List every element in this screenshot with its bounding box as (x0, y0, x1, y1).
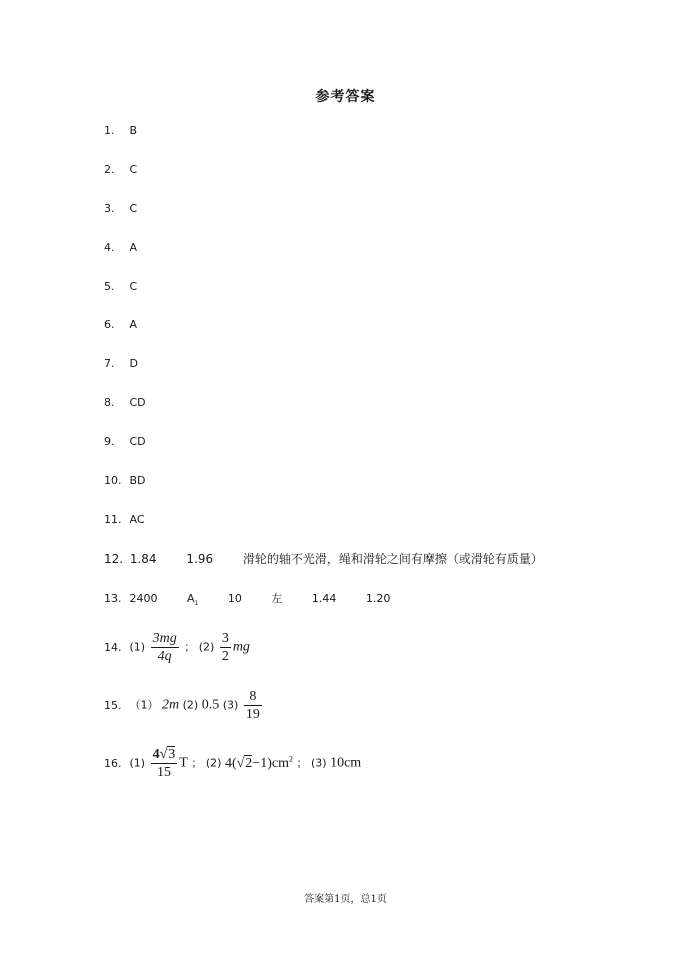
coefficient: 4 (152, 747, 160, 762)
fraction-numerator: 3mg (152, 631, 177, 646)
page-title: 参考答案 (315, 89, 376, 105)
answer-12 (104, 550, 543, 567)
answer-value: 2400 (129, 592, 158, 605)
part-label: (3) (310, 756, 327, 770)
answer-number: 3. (104, 202, 115, 215)
answer-number: 12. (104, 552, 124, 566)
unit: T (179, 755, 188, 771)
answer-value: CD (129, 396, 146, 409)
answer-8 (104, 396, 146, 409)
answer-10 (104, 474, 146, 487)
fraction-denominator: 19 (245, 707, 260, 722)
answer-value: AC (129, 513, 145, 526)
radicand: 2 (245, 755, 253, 771)
answer-tail: mg (232, 639, 250, 655)
answer-number: 7. (104, 357, 115, 370)
answer-number: 10. (104, 474, 122, 487)
answer-value: 1.96 (186, 552, 214, 566)
answer-value: B (129, 124, 138, 137)
part-label: （1） (129, 698, 159, 712)
answer-number: 16. (104, 756, 122, 770)
answer-value: 10cm (330, 755, 362, 771)
answer-value: A (187, 592, 195, 605)
fraction-denominator: 4q (157, 649, 172, 664)
answer-number: 5. (104, 280, 115, 293)
answer-value: C (129, 163, 138, 176)
answer-reason: 滑轮的轴不光滑，绳和滑轮之间有摩擦（或滑轮有质量） (242, 552, 543, 566)
answer-number: 2. (104, 163, 115, 176)
answer-value: C (129, 202, 138, 215)
answer-4 (104, 241, 137, 254)
fraction (220, 630, 231, 665)
part-label: (2) (205, 756, 222, 770)
answer-15 (104, 688, 264, 723)
answer-value: 1.84 (129, 552, 157, 566)
answer-value: 10 (227, 592, 242, 605)
radicand: 3 (168, 747, 176, 762)
answer-value: A (129, 318, 138, 331)
answer-number: 13. (104, 592, 122, 605)
answer-value: 2m (162, 697, 180, 713)
expr-post: −1)cm (252, 755, 289, 771)
answer-5 (104, 280, 137, 293)
answer-11 (104, 513, 145, 526)
answer-9 (104, 435, 146, 448)
answer-value: 1.44 (311, 592, 337, 605)
answer-value: A (129, 241, 138, 254)
answer-subscript: 1 (194, 600, 199, 608)
answer-value: C (129, 280, 138, 293)
fraction-numerator: 8 (244, 688, 262, 706)
fraction (151, 746, 178, 781)
answer-number: 6. (104, 318, 115, 331)
answer-value: CD (129, 435, 146, 448)
part-label: (2) (198, 640, 215, 654)
answer-6 (104, 318, 137, 331)
answer-number: 1. (104, 124, 115, 137)
separator: ； (191, 756, 203, 770)
answer-number: 11. (104, 513, 122, 526)
part-label: (1) (129, 640, 146, 654)
expr-pre: 4( (224, 755, 237, 771)
exponent: 2 (288, 753, 293, 763)
answer-value: BD (129, 474, 146, 487)
fraction-denominator: 2 (221, 649, 229, 664)
fraction-numerator: 3 (221, 631, 229, 646)
fraction-numerator: 4√3 (152, 747, 176, 762)
answer-7 (104, 357, 138, 370)
answer-value: $4(√2-1)cm^2$ (224, 753, 293, 771)
answer-number: 8. (104, 396, 115, 409)
answer-number: 9. (104, 435, 115, 448)
answer-value: D (129, 357, 138, 370)
separator: ； (296, 756, 308, 770)
answer-value: 1.20 (365, 592, 391, 605)
answer-1 (104, 124, 137, 137)
answer-number: 15. (104, 698, 122, 712)
fraction (151, 630, 179, 665)
fraction-denominator: 15 (156, 765, 171, 780)
part-label: (1) (129, 756, 146, 770)
part-label: (2) (182, 698, 199, 712)
answer-14 (104, 630, 250, 665)
part-label: (3) (222, 698, 239, 712)
separator: ； (184, 640, 196, 654)
answer-13 (104, 590, 390, 607)
answer-value: 左 (271, 592, 283, 605)
page-footer: 答案第1页，总1页 (304, 894, 387, 905)
answer-value: 0.5 (201, 697, 220, 713)
answer-3 (104, 202, 137, 215)
answer-2 (104, 163, 137, 176)
answer-number: 4. (104, 241, 115, 254)
answer-16 (104, 746, 361, 781)
answer-number: 14. (104, 640, 122, 654)
fraction (244, 688, 262, 723)
